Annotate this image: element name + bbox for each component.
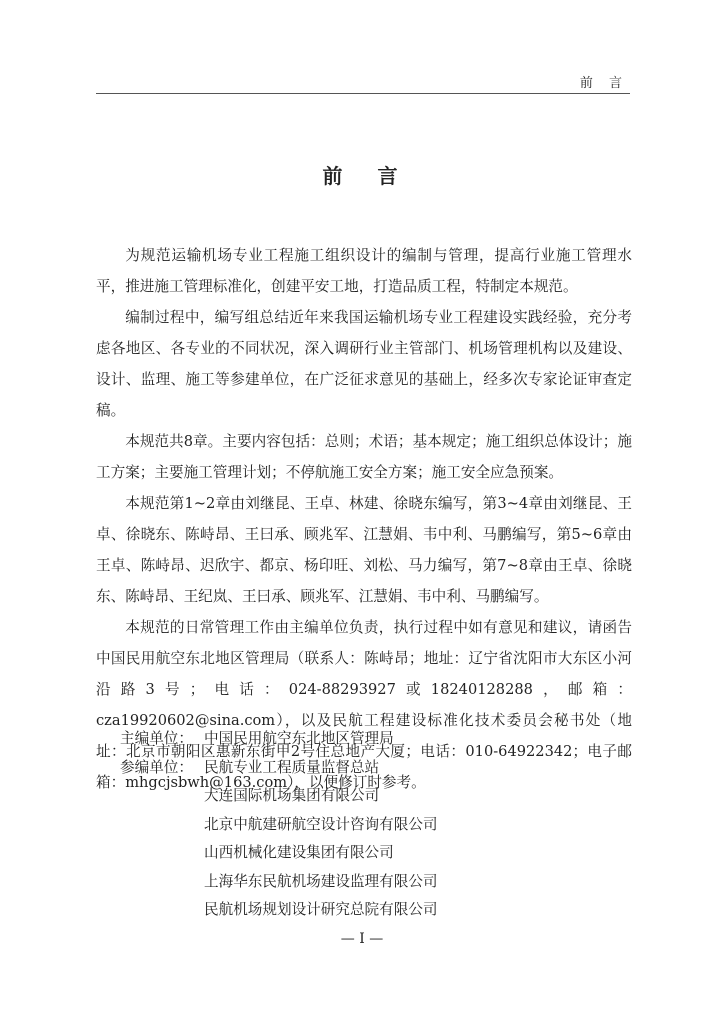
body-text <box>96 240 632 798</box>
paragraph-authors: 本规范第1~2章由刘继昆、王卓、林建、徐晓东编写，第3~4章由刘继昆、王卓、徐晓东、陈峙昂、王曰承、顾兆军、江慧娟、韦中利、马鹏编写，第5~6章由王卓、陈峙昂、迟欣宇、都京、杨印旺、刘松、马力编写，第7~8章由王卓、徐晓东、陈峙昂、王纪岚、王曰承、顾兆军、江慧娟、韦中利、马鹏编写。 <box>96 495 632 605</box>
editing-units <box>120 725 620 925</box>
participant-unit-name: 北京中航建研航空设计咨询有限公司 <box>204 815 438 833</box>
paragraph-contact: 本规范的日常管理工作由主编单位负责，执行过程中如有意见和建议，请函告中国民用航空东北地区管理局（联系人：陈峙昂；地址：辽宁省沈阳市大东区小河沿路3号；电话：024-88293927或18240128288，邮箱：cza19920602@sina.com），以及民航工程建设标准化技术委员会秘书处（地址：北京市朝阳区惠新东街甲2号住总地产大厦；电话：010-64922342；电子邮箱：mhgcjsbwh@163.com），以便修订时参考。 <box>96 619 632 791</box>
participant-unit-name: 大连国际机场集团有限公司 <box>204 787 380 804</box>
participant-unit-name: 山西机械化建设集团有限公司 <box>204 844 394 861</box>
participant-unit-name: 民航专业工程质量监督总站 <box>204 758 380 776</box>
participant-unit-name: 上海华东民航机场建设监理有限公司 <box>204 872 438 890</box>
chief-unit-label: 主编单位： <box>120 730 193 747</box>
participant-unit-row <box>120 811 620 840</box>
paragraph-process: 编制过程中，编写组总结近年来我国运输机场专业工程建设实践经验，充分考虑各地区、各专业的不同状况，深入调研行业主管部门、机场管理机构以及建设、设计、监理、施工等参建单位，在广泛征求意见的基础上，经多次专家论证审查定稿。 <box>96 309 632 419</box>
paragraph-purpose: 为规范运输机场专业工程施工组织设计的编制与管理，提高行业施工管理水平，推进施工管理标准化，创建平安工地，打造品质工程，特制定本规范。 <box>96 247 632 295</box>
participant-unit-row <box>120 754 620 783</box>
participant-unit-row <box>120 868 620 897</box>
chief-unit-name: 中国民用航空东北地区管理局 <box>204 730 394 747</box>
running-header: 前 言 <box>579 76 628 91</box>
header-rule <box>96 93 630 94</box>
participant-unit-row <box>120 839 620 868</box>
participant-unit-label: 参编单位： <box>120 758 193 776</box>
participant-unit-row <box>120 782 620 811</box>
participant-unit-row <box>120 896 620 925</box>
paragraph-contents: 本规范共8章。主要内容包括：总则；术语；基本规定；施工组织总体设计；施工方案；主要施工管理计划；不停航施工安全方案；施工安全应急预案。 <box>96 433 632 481</box>
page-title: 前 言 <box>322 164 412 188</box>
participant-unit-name: 民航机场规划设计研究总院有限公司 <box>204 901 438 918</box>
page-number: — I — <box>340 931 384 947</box>
chief-unit-row <box>120 725 620 754</box>
